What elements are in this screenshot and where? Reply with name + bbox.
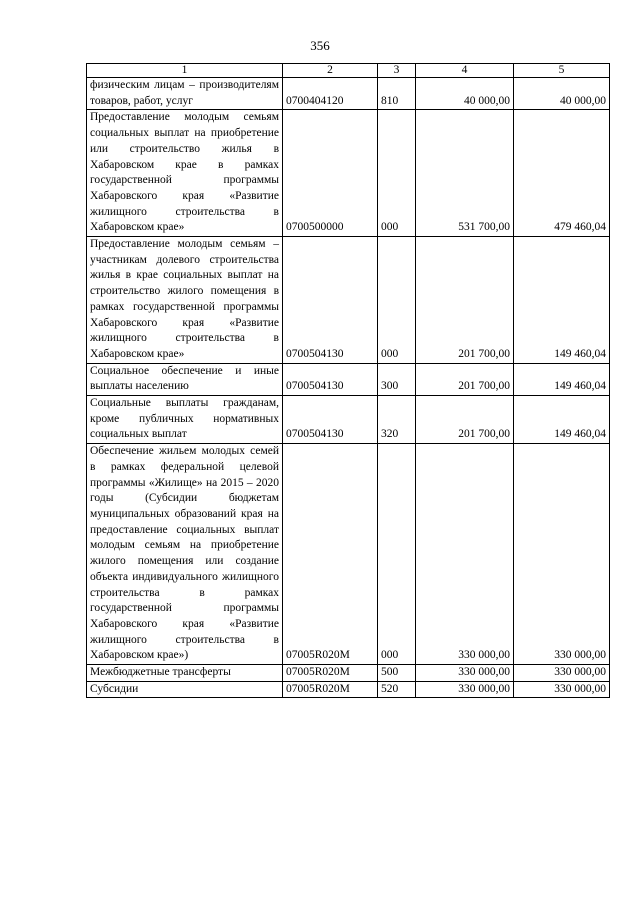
row-name: Обеспечение жильем молодых семей в рамках федеральной целевой программы «Жилище» на 2015 – 2020 годы (Субсидии бюджетам муниципальных образований края на предоставление социальных выплат молодым семьям на приобретение жилого помещения или создание объекта индивидуального жилищного строительства в рамках государственной программы Хабаровского края «Развитие жилищного строительства в Хабаровском крае») [87, 444, 283, 665]
row-code: 0700504130 [283, 396, 378, 444]
row-sum-1: 201 700,00 [416, 237, 514, 364]
row-sum-1: 330 000,00 [416, 665, 514, 682]
header-cell-3: 3 [378, 64, 416, 78]
table-row [87, 444, 610, 665]
row-sum-1: 330 000,00 [416, 681, 514, 698]
table-row [87, 396, 610, 444]
row-sum-2: 330 000,00 [514, 681, 610, 698]
row-sum-2: 40 000,00 [514, 78, 610, 110]
row-sum-2: 149 460,04 [514, 396, 610, 444]
budget-table [86, 63, 610, 698]
row-kind: 000 [378, 237, 416, 364]
row-code: 0700404120 [283, 78, 378, 110]
table-row [87, 363, 610, 395]
row-sum-2: 149 460,04 [514, 237, 610, 364]
row-kind: 520 [378, 681, 416, 698]
header-cell-2: 2 [283, 64, 378, 78]
table-row [87, 681, 610, 698]
row-kind: 300 [378, 363, 416, 395]
row-name: Предоставление молодым семьям социальных выплат на приобретение или строительство жилья в Хабаровском крае в рамках государственной программы Хабаровского края «Развитие жилищного строительства в Хабаровском крае» [87, 110, 283, 237]
row-sum-2: 479 460,04 [514, 110, 610, 237]
row-kind: 500 [378, 665, 416, 682]
row-sum-1: 201 700,00 [416, 396, 514, 444]
row-sum-1: 531 700,00 [416, 110, 514, 237]
row-code: 0700504130 [283, 363, 378, 395]
row-code: 07005R020M [283, 681, 378, 698]
row-code: 07005R020M [283, 665, 378, 682]
row-code: 07005R020M [283, 444, 378, 665]
row-sum-1: 330 000,00 [416, 444, 514, 665]
row-name: физическим лицам – производителям товаров, работ, услуг [87, 78, 283, 110]
row-name: Социальные выплаты гражданам, кроме публичных нормативных социальных выплат [87, 396, 283, 444]
row-sum-1: 40 000,00 [416, 78, 514, 110]
header-row [87, 64, 610, 78]
row-sum-2: 330 000,00 [514, 444, 610, 665]
header-cell-1: 1 [87, 64, 283, 78]
table-row [87, 78, 610, 110]
row-kind: 000 [378, 110, 416, 237]
row-sum-2: 330 000,00 [514, 665, 610, 682]
table-row [87, 665, 610, 682]
row-kind: 000 [378, 444, 416, 665]
row-kind: 810 [378, 78, 416, 110]
row-name: Субсидии [87, 681, 283, 698]
header-cell-4: 4 [416, 64, 514, 78]
table-row [87, 237, 610, 364]
row-kind: 320 [378, 396, 416, 444]
row-sum-2: 149 460,04 [514, 363, 610, 395]
row-code: 0700504130 [283, 237, 378, 364]
row-name: Социальное обеспечение и иные выплаты населению [87, 363, 283, 395]
row-sum-1: 201 700,00 [416, 363, 514, 395]
row-name: Межбюджетные трансферты [87, 665, 283, 682]
page-number: 356 [310, 38, 330, 53]
header-cell-5: 5 [514, 64, 610, 78]
row-code: 0700500000 [283, 110, 378, 237]
table-row [87, 110, 610, 237]
row-name: Предоставление молодым семьям – участникам долевого строительства жилья в крае социальных выплат на строительство жилого помещения в рамках государственной программы Хабаровского края «Развитие жилищного строительства в Хабаровском крае» [87, 237, 283, 364]
